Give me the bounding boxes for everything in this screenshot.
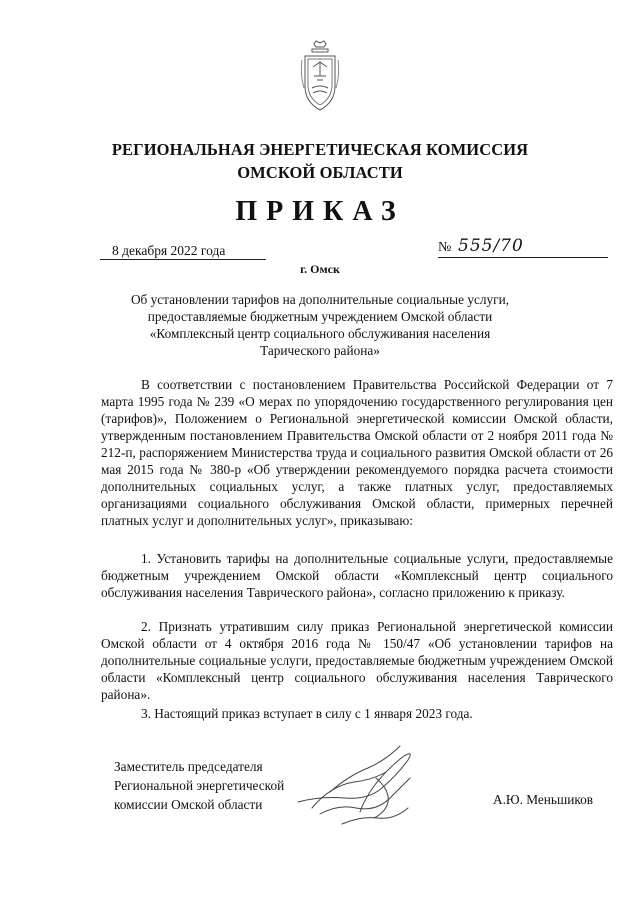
organization-name-line2: ОМСКОЙ ОБЛАСТИ — [237, 163, 403, 182]
subject-line: предоставляемые бюджетным учреждением Омской области — [147, 309, 493, 324]
document-subject — [110, 291, 530, 359]
subject-line: «Комплексный центр социального обслуживания населения — [149, 326, 491, 341]
order-item-3: 3. Настоящий приказ вступает в силу с 1 января 2023 года. — [141, 706, 473, 721]
order-item-1: 1. Установить тарифы на дополнительные социальные услуги, предоставляемые бюджетным учреждением Омской области «Комплексный центр социального обслуживания населения Таврического района», согласно приложению к приказу. — [101, 551, 613, 600]
number-label: № — [438, 240, 452, 255]
position-line: Заместитель председателя — [114, 759, 263, 774]
document-date: 8 декабря 2022 года — [112, 243, 226, 258]
position-line: комиссии Омской области — [114, 797, 263, 812]
order-item-2: 2. Признать утратившим силу приказ Региональной энергетической комиссии Омской области от 4 октября 2016 года № 150/47 «Об установлении тарифов на дополнительные социальные услуги, предоставляемые бюджетным учреждением Омской области «Комплексный центр социального обслуживания населения Таврического района». — [101, 619, 613, 702]
organization-name-line1: РЕГИОНАЛЬНАЯ ЭНЕРГЕТИЧЕСКАЯ КОМИССИЯ — [111, 140, 529, 159]
city: г. Омск — [300, 262, 340, 276]
document-type-title: ПРИКАЗ — [235, 196, 405, 227]
coat-of-arms-icon — [300, 40, 340, 112]
handwritten-signature — [290, 738, 440, 836]
subject-line: Об установлении тарифов на дополнительные социальные услуги, — [130, 292, 510, 307]
document-number: 555/70 — [458, 236, 524, 256]
position-line: Региональной энергетической — [114, 778, 285, 793]
signatory-name: А.Ю. Меньшиков — [493, 792, 594, 807]
signatory-position — [114, 757, 284, 814]
date-underline — [100, 259, 266, 260]
preamble-paragraph: В соответствии с постановлением Правительства Российской Федерации от 7 марта 1995 года № 239 «О мерах по упорядочению государственного регулирования цен (тарифов)», Положением о Региональной энергетической комиссии Омской области, утвержденным постановлением Правительства Омской области от 2 ноября 2011 года № 212-п, распоряжением Министерства труда и социального развития Омской области от 26 мая 2015 года № 380-р «Об утверждении рекомендуемого порядка расчета стоимости дополнительных социальных услуг, а также платных услуг, предоставляемых организациями социального обслуживания Омской области, примерных перечней платных услуг и дополнительных услуг», приказываю: — [101, 377, 613, 528]
number-underline — [438, 257, 608, 258]
subject-line: Тарического района» — [260, 343, 380, 358]
